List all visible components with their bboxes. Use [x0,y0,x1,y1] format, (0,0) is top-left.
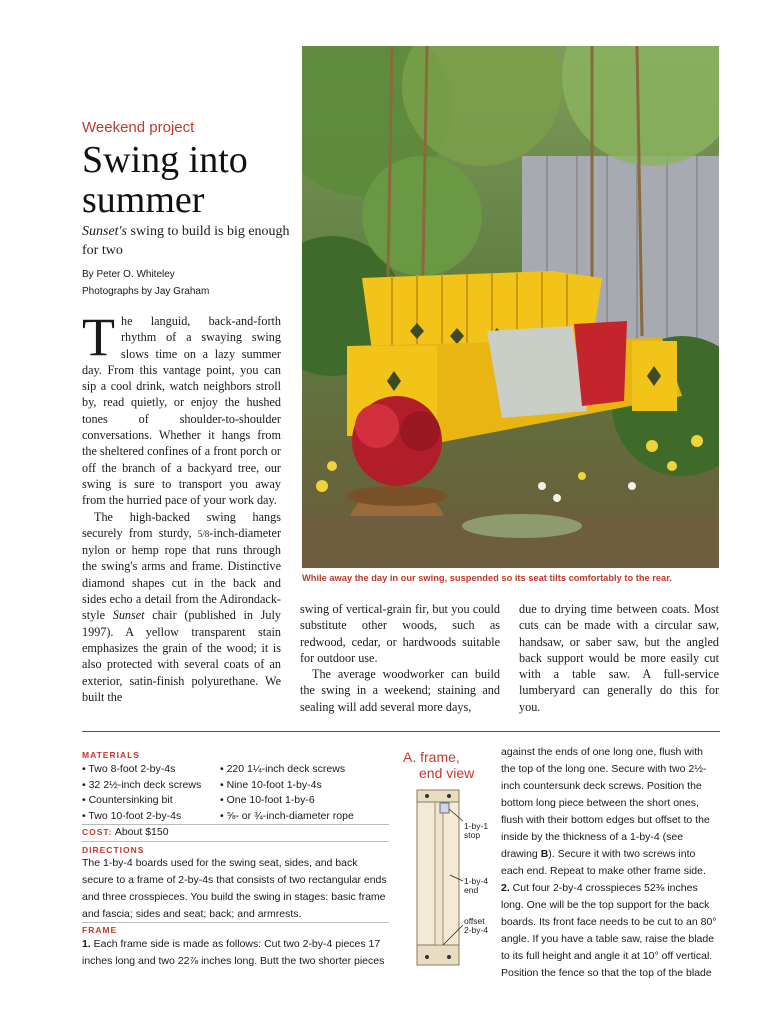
materials-list-right [220,762,390,824]
kicker: Weekend project [82,119,195,136]
material-item: • One 10-foot 1-by-6 [220,794,315,806]
photo-caption: While away the day in our swing, suspended so its seat tilts comfortably to the rear. [302,573,672,583]
cost-value: About $150 [112,826,169,838]
body-text: The high-backed swing hangs securely from sturdy, [82,509,281,540]
material-item: • 32 2½-inch deck screws [82,778,202,791]
body-paragraph: The average woodworker can build the swing in a weekend; staining and sealing will add several more days, [300,667,500,714]
materials-heading: MATERIALS [82,750,140,760]
divider [82,922,389,923]
subtitle-text: swing to build is big enough for two [82,224,290,258]
dropcap: T [82,307,115,367]
step-number: 2. [501,882,510,894]
step-text: Cut four 2-by-4 crosspieces 52⅜ inches long. One will be the top support for the back boards. Its front face needs to be cut to an 80° angle. If you have a table saw, raise the blade to its full height and angle it at 10° off vertical. Position the fence so that the top of the blade [501,882,717,979]
label-line: 1-by-1 [464,821,489,831]
diagram-title [403,749,474,781]
material-item: • Two 10-foot 2-by-4s [82,809,182,822]
body-column-3 [519,601,719,715]
directions-heading: DIRECTIONS [82,845,145,855]
body-text: chair (published in July 1997). A yellow transparent stain emphasizes the grain of the wood; it is also protected with several coats of an exterior, satin-finish polyurethane. We built the [82,608,281,704]
diagram-title-line: end view [419,765,475,781]
material-item: • 220 1¼-inch deck screws [220,763,346,775]
right-column-instructions [501,744,720,982]
instruction-text: ). Secure it with two screws into each end. Repeat to make other frame side. [501,848,706,877]
label-line: 1-by-4 [464,876,489,886]
material-item: • Nine 10-foot 1-by-4s [220,778,322,791]
subtitle [82,222,292,260]
materials-list-left [82,762,222,824]
label-line: end [464,885,479,895]
step-number: 1. [82,938,91,950]
body-column-1 [82,307,281,705]
body-paragraph: swing of vertical-grain fir, but you could substitute other woods, such as redwood, cedar, or hardwoods suitable for outdoor use. [300,602,500,665]
byline: By Peter O. Whiteley [82,269,175,280]
swing-illustration [302,46,719,568]
body-text: -inch-diameter nylon or hemp rope that runs through the swing's arms and frame. Distinctive diamond shapes cut in the back and sides echo a detail from the Adirondack-style [82,525,281,623]
drawing-ref: B [540,848,549,860]
directions-text: The 1-by-4 boards used for the swing seat, sides, and back secure to a frame of 2-by-4s that consists of two rectangular ends and three crosspieces. You build the swing in stages: basic frame and fascia; sides and seat; back; and armrests. [82,857,387,920]
label-stop [464,822,488,840]
material-item: • ⅝- or ¾-inch-diameter rope [220,809,354,822]
material-item: • Countersinking bit [82,794,173,806]
label-end [464,877,488,895]
body-column-2 [300,601,500,715]
cost-label: COST: [82,827,113,837]
label-offset [464,917,488,935]
label-line: 2-by-4 [464,925,489,935]
swing-photo [302,46,719,568]
subtitle-italic: Sunset's [82,224,127,239]
material-item: • Two 8-foot 2-by-4s [82,763,176,775]
page-title: Swing into summer [82,139,248,221]
section-divider [82,731,720,732]
step-text: Each frame side is made as follows: Cut two 2-by-4 pieces 17 inches long and two 22⅞ inches long. Butt the two shorter pieces [82,938,385,967]
label-line: offset [464,916,485,926]
label-line: stop [464,830,481,840]
instruction-text: against the ends of one long one, flush with the top of the long one. Secure with two 2½-inch countersunk deck screws. Position the bottom long piece between the short ones, flush with their bottom edges but offset to the inside by the thickness of a 1-by-4 (see drawing [501,746,710,860]
photo-credit: Photographs by Jay Graham [82,286,210,297]
cost-line [82,825,169,841]
body-paragraph: due to drying time between coats. Most cuts can be made with a circular saw, handsaw, or saber saw, but the angled back support would be more easily cut with a table saw. A full-service lumberyard can generally do this for you. [519,602,719,714]
diagram-title-line: A. frame, [403,749,460,765]
body-paragraph: he languid, back-and-forth rhythm of a swaying swing slows time on a lazy summer day. From this vantage point, you can sip a cool drink, watch neighbors stroll by, read quietly, or enjoy the hushed tones of shoulder-to-shoulder conversations. Whether it hangs from the sheltered confines of a front porch or off the branch of a backyard tree, our swing is sure to transport you away from the hurried pace of your work day. [82,314,281,508]
frame-heading: FRAME [82,925,118,935]
divider [82,841,389,842]
italic-text: Sunset [112,608,145,623]
fraction: 5/8 [197,528,210,539]
frame-step-1 [82,936,390,970]
